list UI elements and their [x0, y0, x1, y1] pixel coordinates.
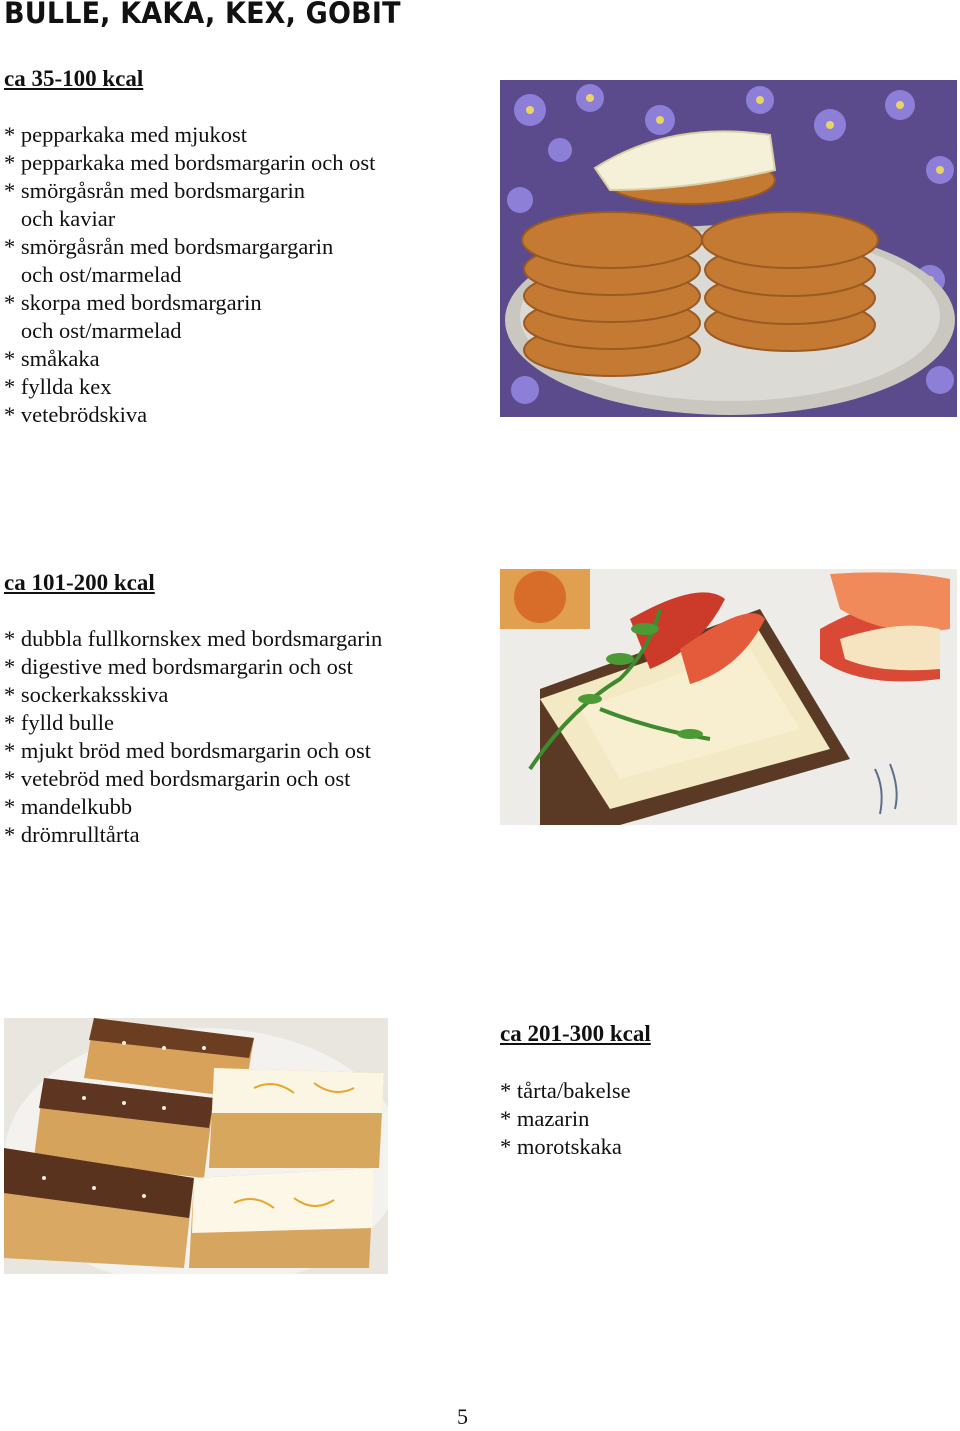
list-item: * mazarin [500, 1106, 590, 1131]
page-title: BULLE, KAKA, KEX, GOBIT [4, 0, 401, 30]
page-number: 5 [457, 1404, 468, 1429]
list-item: * vetebröd med bordsmargarin och ost [4, 766, 351, 791]
list-item: * småkaka [4, 346, 100, 371]
section-list-1 [4, 121, 375, 429]
bread-cheese-apple-photo-icon [500, 569, 957, 825]
section-list-3 [500, 1077, 631, 1161]
list-item: * pepparkaka med mjukost [4, 122, 248, 147]
list-item: och ost/marmelad [4, 318, 182, 343]
list-item: * digestive med bordsmargarin och ost [4, 654, 353, 679]
cake-squares-photo-icon [4, 1018, 388, 1274]
list-item: och ost/marmelad [4, 262, 182, 287]
section-list-2 [4, 625, 382, 849]
section-heading-1: ca 35-100 kcal [4, 66, 144, 91]
list-item: * morotskaka [500, 1134, 622, 1159]
list-item: * skorpa med bordsmargarin [4, 290, 262, 315]
list-item: * mandelkubb [4, 794, 133, 819]
list-item: * smörgåsrån med bordsmargargarin [4, 234, 334, 259]
section-heading-3: ca 201-300 kcal [500, 1021, 651, 1046]
list-item: * mjukt bröd med bordsmargarin och ost [4, 738, 372, 763]
list-item: * drömrulltårta [4, 822, 140, 847]
list-item: * dubbla fullkornskex med bordsmargarin [4, 626, 383, 651]
list-item: * pepparkaka med bordsmargarin och ost [4, 150, 376, 175]
list-item: och kaviar [4, 206, 116, 231]
list-item: * tårta/bakelse [500, 1078, 631, 1103]
gingerbread-cookies-photo-icon [500, 80, 957, 417]
list-item: * fylld bulle [4, 710, 114, 735]
section-heading-2: ca 101-200 kcal [4, 570, 155, 595]
list-item: * sockerkaksskiva [4, 682, 169, 707]
list-item: * fyllda kex [4, 374, 112, 399]
list-item: * smörgåsrån med bordsmargarin [4, 178, 305, 203]
list-item: * vetebrödskiva [4, 402, 148, 427]
